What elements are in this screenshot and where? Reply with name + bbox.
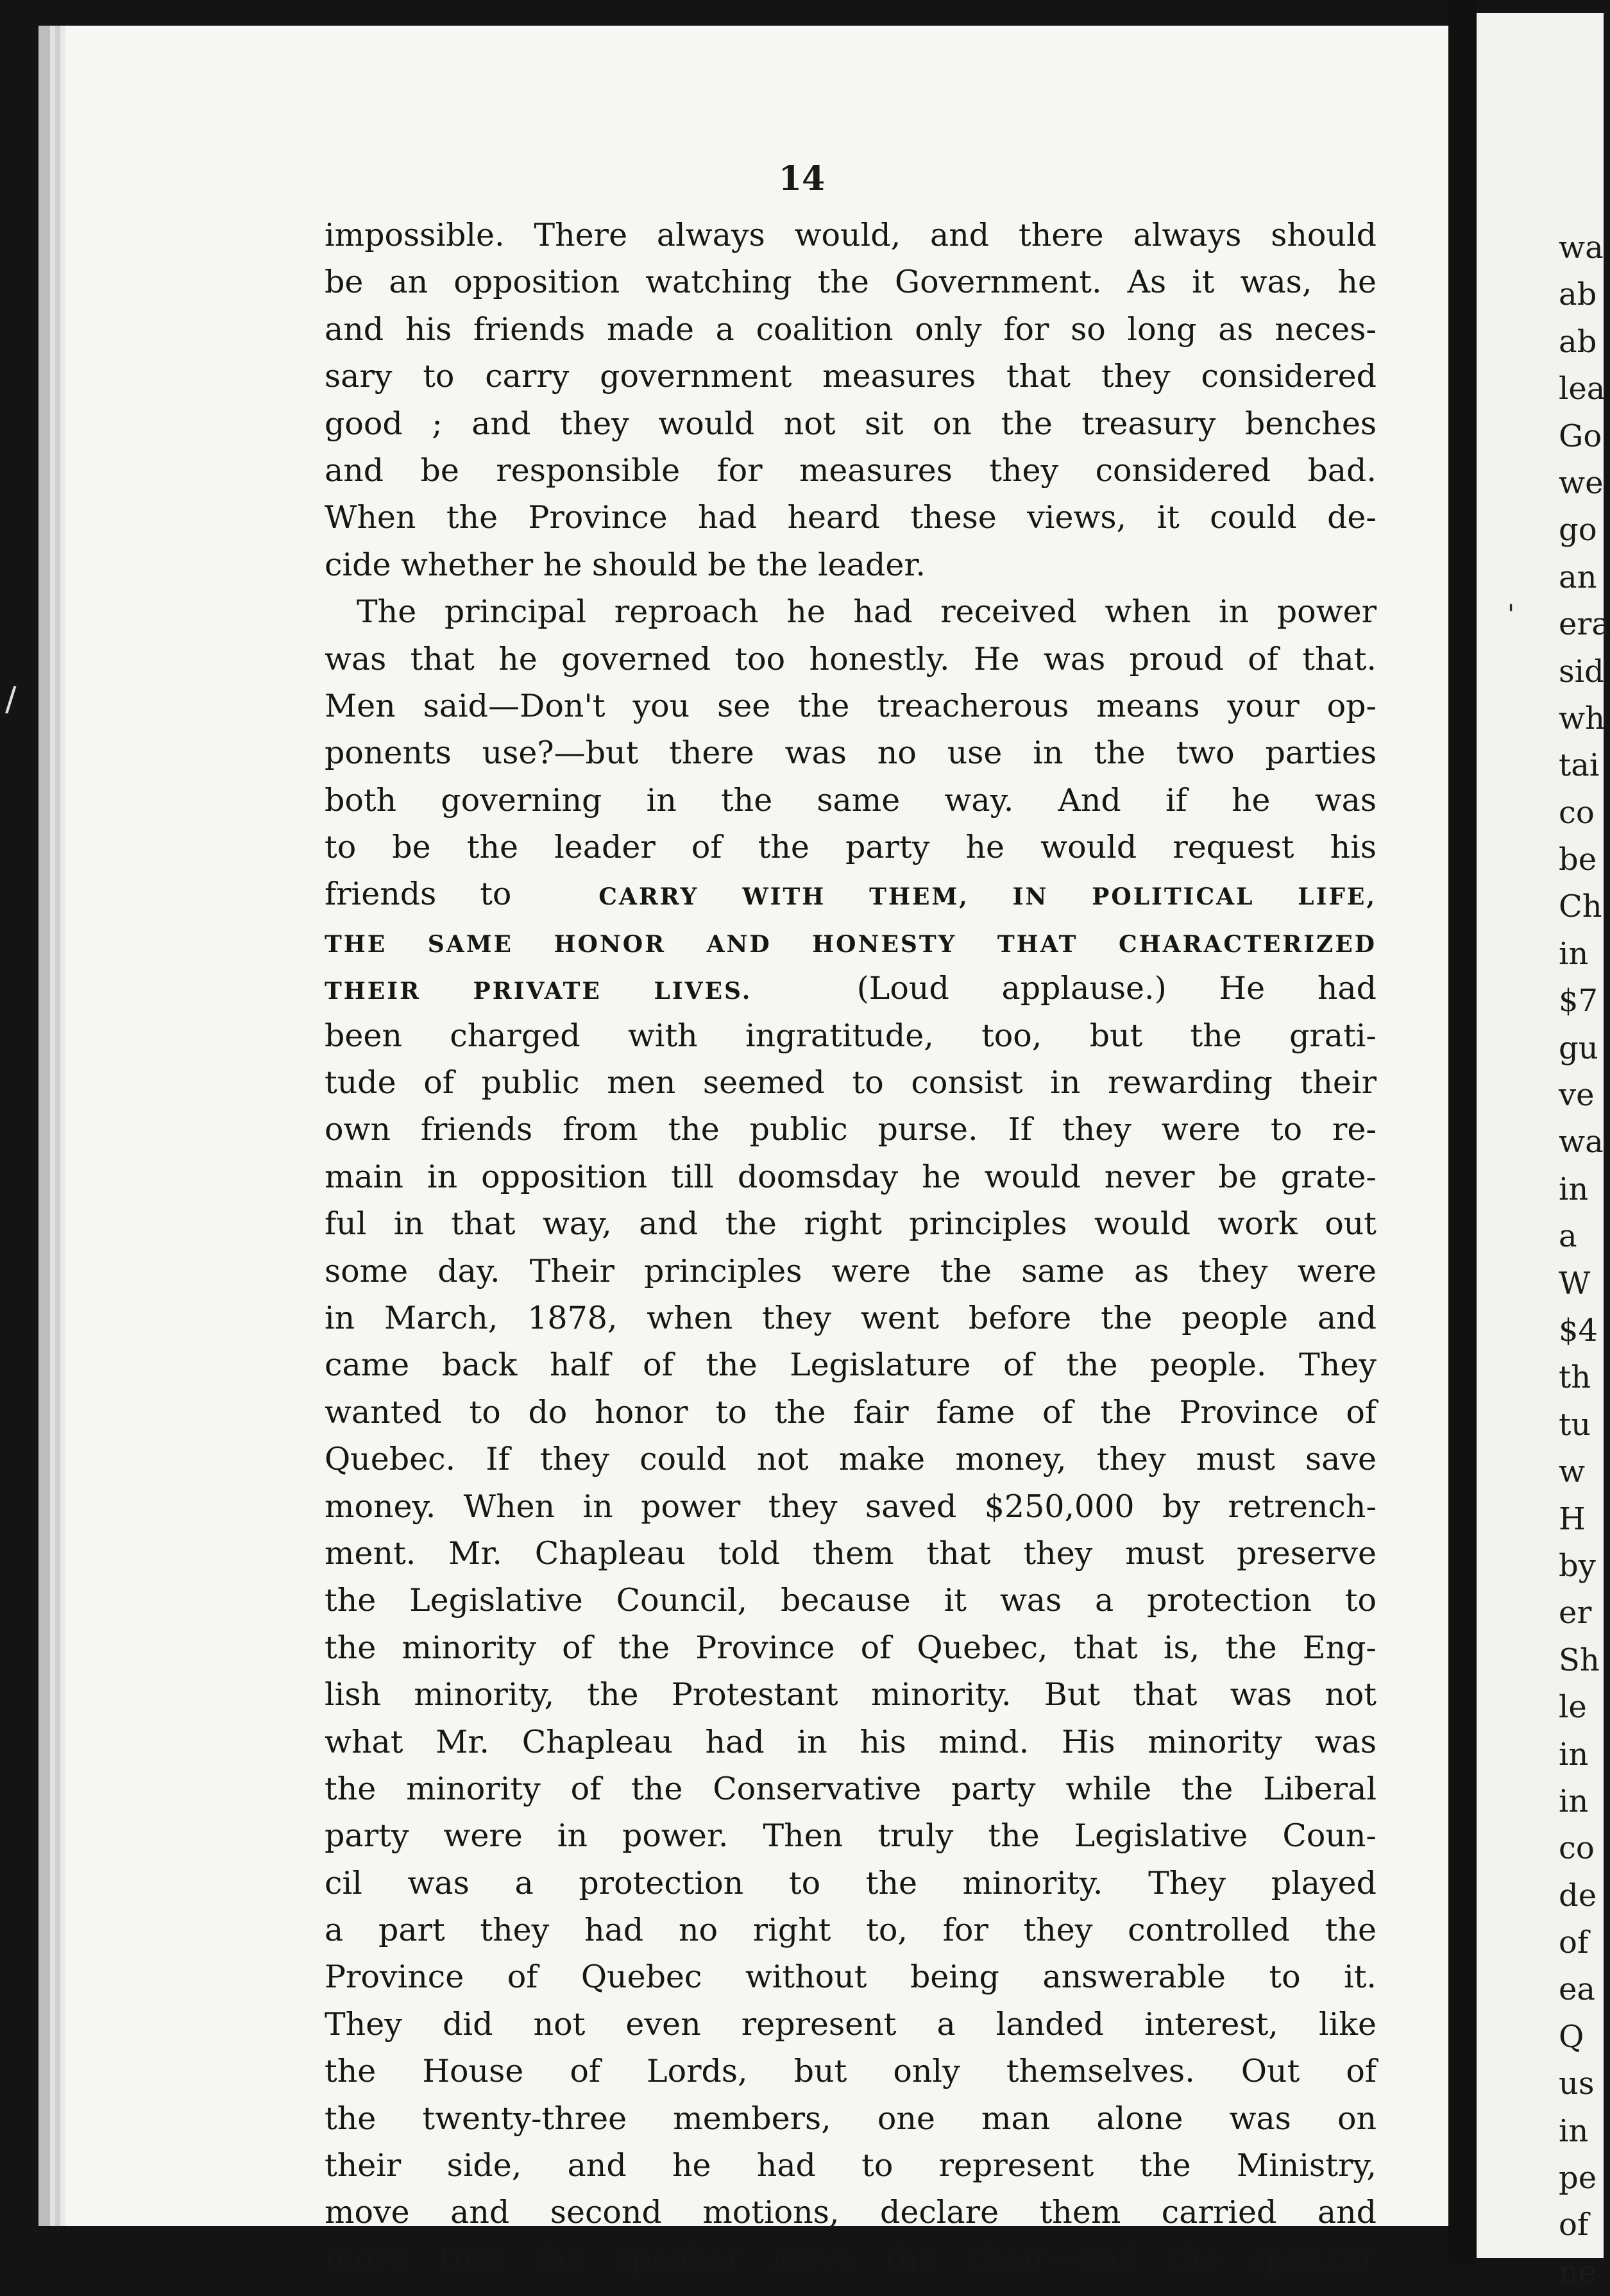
fragment-line: of [1559,2207,1589,2243]
text-line: some day. Their principles were the same as they were [325,1252,1377,1289]
text-line: They did not even represent a landed interest, like [325,2005,1377,2043]
fragment-line: ne [1559,2254,1597,2290]
fragment-line: H [1559,1501,1586,1537]
text-line: and his friends made a coalition only for so long as neces- [325,310,1377,348]
text-line: a part they had no right to, for they controlled the [325,1912,1377,1949]
fragment-line: in [1559,1783,1589,1819]
fragment-line: ab [1559,323,1597,360]
fragment-line: Sh [1559,1642,1600,1678]
fragment-line: W [1559,1265,1591,1302]
text-line: The principal reproach he had received when in power [357,593,1377,631]
text-line: When the Province had heard these views, it could de- [325,499,1377,536]
fragment-line: le [1559,1689,1587,1726]
fragment-line: ve [1559,1077,1595,1114]
fragment-line: Q [1559,2018,1584,2055]
text-line: the Legislative Council, because it was a protection to [325,1582,1377,1619]
text-line: impossible. There always would, and there always should [325,217,1377,253]
text-line: sary to carry government measures that they considered [325,358,1377,395]
page-body-text [325,212,1377,2283]
fragment-line: ea [1559,1971,1596,2008]
small-caps-emphasis: THE SAME HONOR AND HONESTY THAT CHARACTERIZED [325,930,1377,958]
fragment-line: pe [1559,2160,1597,2197]
text-line [325,918,1377,965]
text-line: move and second motions, declare them carried and [325,2194,1377,2231]
fragment-line: in [1559,2113,1589,2149]
text-line: wanted to do honor to the fair fame of the Province of [325,1393,1377,1431]
text-line: was that he governed too honestly. He was proud of that. [325,640,1377,677]
text-line: the twenty-three members, one man alone was on [325,2100,1377,2137]
fragment-line: sid [1559,653,1604,690]
small-caps-emphasis: THEIR PRIVATE LIVES. [325,978,752,1005]
fragment-line: by [1559,1547,1596,1584]
text-line: the minority of the Province of Quebec, that is, the Eng- [325,1629,1377,1666]
text-line: Province of Quebec without being answerable to it. [325,1959,1377,1996]
fragment-line: $7 [1559,983,1598,1019]
text-line: ful in that way, and the right principles would work out [325,1205,1377,1243]
text-line: cide whether he should be the leader. [325,546,926,583]
fragment-line: er [1559,1595,1592,1631]
fragment-line: in [1559,935,1589,972]
text-line: both governing in the same way. And if he was [325,781,1377,819]
text-line: been charged with ingratitude, too, but the grati- [325,1017,1377,1054]
text-line: be an opposition watching the Government. As it was, he [325,264,1377,301]
text-line: Men said—Don't you see the treacherous means your op- [325,687,1377,724]
fragment-line: ab [1559,276,1597,313]
text-line: came back half of the Legislature of the people. They [325,1347,1377,1384]
text-line: what Mr. Chapleau had in his mind. His minority was [325,1723,1377,1760]
fragment-line: of [1559,1925,1589,1961]
text-line: own friends from the public purse. If they were to re- [325,1111,1377,1148]
fragment-line: in [1559,1736,1589,1773]
book-gutter [1448,0,1477,2263]
margin-mark: / [5,680,17,719]
fragment-line: $4 [1559,1312,1598,1348]
fragment-line: w [1559,1454,1586,1490]
text-line: party were in power. Then truly the Legislative Coun- [325,1817,1377,1855]
text-line: ponents use?—but there was no use in the two parties [325,735,1377,772]
fragment-line: de [1559,1877,1597,1914]
fragment-line: tai [1559,747,1600,784]
fragment-line: co [1559,1830,1595,1867]
text-line: cil was a protection to the minority. They played [325,1864,1377,1901]
fragment-line: th [1559,1359,1591,1396]
text-line: main in opposition till doomsday he would never be grate- [325,1158,1377,1195]
text-line: money. When in power they saved $250,000 by retrench- [325,1488,1377,1525]
text-line: ment. Mr. Chapleau told them that they must preserve [325,1535,1377,1572]
text-line [325,965,1377,1012]
fragment-line: a [1559,1218,1577,1255]
fragment-line: tu [1559,1406,1591,1443]
fragment-line: us [1559,2066,1595,2102]
fragment-line: Ch [1559,889,1602,925]
text-line: to be the leader of the party he would request his [325,829,1377,866]
text-run: friends to [325,876,512,913]
text-run: (Loud applause.) He had [856,970,1377,1007]
text-line: in March, 1878, when they went before the people and [325,1299,1377,1336]
fragment-line: be [1559,842,1597,878]
fragment-line: in [1559,1171,1589,1207]
facing-page-text-fragments [1559,225,1610,2296]
text-line: lish minority, the Protestant minority. But that was not [325,1676,1377,1713]
fragment-line: we [1559,464,1604,501]
margin-mark: ' [1507,600,1514,629]
fragment-line: wh [1559,700,1605,736]
text-line: tude of public men seemed to consist in rewarding their [325,1064,1377,1101]
fragment-line: wa [1559,1124,1604,1161]
fragment-line: go [1559,512,1597,548]
fragment-line: wa [1559,230,1604,266]
text-line [325,871,1377,917]
fragment-line: an [1559,559,1597,595]
text-line: and be responsible for measures they considered bad. [325,452,1377,489]
text-line: Quebec. If they could not make money, they must save [325,1441,1377,1478]
fragment-line: era [1559,606,1610,643]
text-line: their side, and he had to represent the Ministry, [325,2147,1377,2184]
fragment-line: lea [1559,371,1606,407]
text-line: good ; and they would not sit on the treasury benches [325,405,1377,442]
text-line: move that the speaker leave the chair—and the speaker [325,2241,1377,2278]
text-line: the House of Lords, but only themselves. Out of [325,2053,1377,2090]
fragment-line: Go [1559,418,1602,454]
fragment-line: gu [1559,1030,1598,1066]
page-number: 14 [778,159,826,198]
fragment-line: co [1559,794,1595,831]
small-caps-emphasis: CARRY WITH THEM, IN POLITICAL LIFE, [598,883,1377,911]
text-line: the minority of the Conservative party while the Liberal [325,1770,1377,1807]
